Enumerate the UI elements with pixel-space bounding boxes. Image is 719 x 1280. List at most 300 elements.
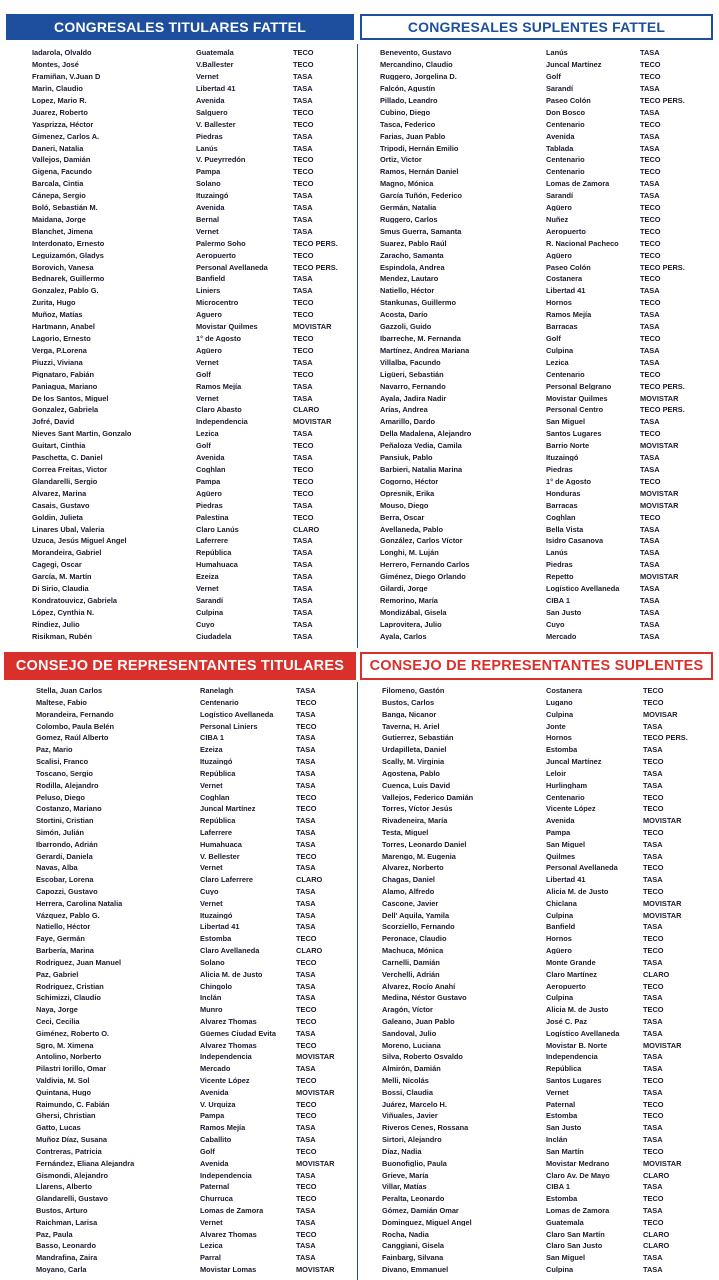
member-name: Falcón, Agustín	[380, 84, 436, 93]
location: Vicente López	[546, 805, 596, 813]
congresales-divider	[357, 44, 358, 648]
location: Agüero	[546, 947, 572, 955]
location: Cuyo	[546, 620, 565, 629]
list-item	[380, 59, 710, 71]
location: Culpina	[546, 1266, 574, 1274]
location: Avenida	[546, 817, 575, 825]
company: TASA	[643, 1254, 663, 1262]
location: Estomba	[546, 1112, 578, 1120]
list-item	[36, 1004, 352, 1016]
list-item	[36, 780, 352, 792]
company: TASA	[296, 734, 316, 742]
member-name: Ayala, Jadira Nadir	[380, 394, 447, 402]
member-name: Dell' Aquila, Yamila	[382, 911, 450, 920]
member-name: Goldin, Julieta	[32, 513, 83, 521]
location: República	[200, 817, 236, 825]
member-name: Herrero, Fernando Carlos	[380, 561, 470, 569]
list-item	[382, 850, 712, 862]
member-name: Antolino, Norberto	[36, 1053, 102, 1061]
company: TASA	[293, 501, 313, 510]
location: Agüero	[196, 489, 222, 498]
location: Claro Abasto	[196, 406, 242, 414]
member-name: Paz, Paula	[36, 1230, 73, 1238]
company: TECO	[643, 1077, 664, 1085]
location: Claro Martínez	[546, 970, 597, 979]
list-item	[380, 130, 710, 142]
list-item	[380, 261, 710, 273]
list-item	[380, 368, 710, 380]
location: Movistar Medrano	[546, 1159, 610, 1168]
list-item	[32, 166, 352, 178]
list-item	[32, 202, 352, 214]
location: Lomas de Zamora	[200, 1206, 264, 1215]
location: Piedras	[196, 501, 223, 510]
list-item	[32, 226, 352, 238]
location: Culpina	[546, 994, 574, 1002]
company: TASA	[293, 144, 313, 152]
location: Ciudadela	[196, 632, 232, 641]
company: TECO	[640, 335, 661, 343]
list-item	[36, 1016, 352, 1028]
member-name: Germán, Natalia	[380, 204, 437, 212]
location: CIBA 1	[546, 596, 570, 605]
location: Guatemala	[196, 49, 234, 57]
member-name: Mouso, Diego	[380, 501, 429, 510]
list-item	[36, 1075, 352, 1087]
company: TASA	[293, 632, 313, 641]
member-name: Gerardi, Daniela	[36, 852, 93, 860]
list-item	[382, 1252, 712, 1264]
member-name: Pilastri Iorillo, Omar	[36, 1065, 107, 1073]
company: TASA	[296, 1242, 316, 1250]
location: Microcentro	[196, 299, 239, 307]
company: TASA	[296, 828, 316, 837]
company: MOVISTAR	[640, 394, 679, 402]
company: MOVISAR	[643, 710, 678, 719]
company: TASA	[643, 1266, 663, 1274]
member-name: Martínez, Andrea Mariana	[380, 346, 470, 355]
company: CLARO	[293, 525, 320, 533]
location: Leloir	[546, 769, 567, 778]
list-item	[380, 178, 710, 190]
location: Humahuaca	[200, 840, 242, 849]
location: Tablada	[546, 144, 574, 152]
company: MOVISTAR	[296, 1053, 335, 1061]
company: TASA	[293, 561, 313, 569]
list-item	[36, 1098, 352, 1110]
company: TECO	[643, 935, 664, 943]
company: MOVISTAR	[643, 817, 682, 825]
member-name: Cubino, Diego	[380, 108, 431, 117]
company: TASA	[643, 923, 663, 931]
member-name: Alvarez, Rocío Anahí	[382, 982, 456, 990]
member-name: Almirón, Damián	[382, 1065, 441, 1073]
location: Don Bosco	[546, 108, 586, 117]
company: TASA	[640, 346, 660, 355]
list-item	[380, 238, 710, 250]
list-item	[380, 559, 710, 571]
company: TECO	[640, 73, 661, 81]
member-name: Filomeno, Gastón	[382, 687, 445, 695]
location: Coghlan	[546, 513, 576, 521]
member-name: Urdapilleta, Daniel	[382, 746, 447, 754]
member-name: Gazzoli, Guido	[380, 323, 432, 331]
location: Personal Centro	[546, 406, 604, 414]
member-name: Capozzi, Gustavo	[36, 888, 98, 896]
member-name: Dominguez, Miguel Angel	[382, 1218, 472, 1227]
location: Movistar B. Norte	[546, 1041, 608, 1049]
location: Lanús	[546, 49, 568, 57]
location: Movistar Quilmes	[546, 394, 608, 402]
location: Hurlingham	[546, 781, 588, 790]
list-item	[36, 839, 352, 851]
member-name: Kondratouvicz, Gabriela	[32, 596, 118, 605]
member-name: Rivadeneira, María	[382, 817, 448, 825]
location: Laferrere	[200, 828, 233, 837]
location: Quilmes	[546, 852, 576, 860]
location: Logístico Avellaneda	[546, 1029, 620, 1038]
list-item	[380, 214, 710, 226]
list-item	[382, 697, 712, 709]
list-item	[380, 95, 710, 107]
company: TASA	[293, 96, 313, 105]
list-item	[32, 547, 352, 559]
company: TECO	[293, 251, 314, 260]
company: TASA	[293, 73, 313, 81]
member-name: Lopez, Mario R.	[32, 96, 87, 105]
location: V. Ballester	[196, 120, 236, 129]
list-item	[382, 732, 712, 744]
company: TASA	[640, 608, 660, 617]
member-name: Valdivia, M. Sol	[36, 1077, 90, 1085]
member-name: Muñoz Díaz, Susana	[36, 1136, 108, 1144]
member-name: Barcala, Cintia	[32, 180, 84, 188]
member-name: Giménez, Diego Orlando	[380, 573, 466, 581]
company: TASA	[293, 596, 313, 605]
member-name: Navas, Alba	[36, 864, 78, 872]
location: San Miguel	[546, 840, 586, 849]
member-name: Alamo, Alfredo	[382, 888, 435, 896]
list-item	[36, 791, 352, 803]
member-name: Cuenca, Luis David	[382, 781, 451, 790]
company: TECO	[643, 699, 664, 707]
member-name: Rodilla, Alejandro	[36, 781, 99, 790]
location: Alvarez Thomas	[200, 1017, 257, 1026]
member-name: Alvarez, Marina	[32, 489, 87, 498]
company: TECO	[640, 299, 661, 307]
company: TECO	[296, 1195, 317, 1203]
company: TECO PERS.	[293, 239, 338, 248]
company: TASA	[640, 465, 660, 474]
list-item	[382, 780, 712, 792]
company: TECO	[643, 687, 664, 695]
location: José C. Paz	[546, 1017, 588, 1026]
list-item	[382, 1051, 712, 1063]
list-item	[380, 226, 710, 238]
location: Ezeiza	[200, 746, 223, 754]
company: TASA	[643, 1206, 663, 1215]
company: TECO	[643, 828, 664, 837]
company: MOVISTAR	[640, 573, 679, 581]
company: TECO	[296, 805, 317, 813]
company: TASA	[640, 525, 660, 533]
company: CLARO	[643, 1171, 670, 1179]
member-name: Interdonato, Ernesto	[32, 239, 105, 248]
list-item	[380, 499, 710, 511]
company: TASA	[293, 537, 313, 545]
location: Lezica	[196, 430, 219, 438]
location: Juncal Martínez	[200, 805, 256, 813]
company: TASA	[296, 758, 316, 766]
location: Culpina	[546, 346, 574, 355]
list-item	[36, 744, 352, 756]
company: TASA	[643, 1124, 663, 1132]
list-item	[380, 333, 710, 345]
company: TECO PERS.	[640, 382, 685, 391]
list-item	[380, 309, 710, 321]
list-item	[382, 1181, 712, 1193]
company: TASA	[296, 746, 316, 754]
company: TECO	[640, 430, 661, 438]
consejo-suplentes-title: CONSEJO DE REPRESENTANTES SUPLENTES	[360, 652, 713, 680]
list-item	[32, 95, 352, 107]
member-name: Chagas, Daniel	[382, 876, 435, 884]
list-item	[380, 488, 710, 500]
list-item	[380, 380, 710, 392]
company: TASA	[293, 454, 313, 462]
company: TASA	[643, 1017, 663, 1026]
consejo-titulares-list	[36, 685, 352, 1280]
company: TECO	[293, 513, 314, 521]
company: CLARO	[293, 406, 320, 414]
list-item	[380, 416, 710, 428]
member-name: Gomez, Raúl Alberto	[36, 734, 109, 742]
location: Lanús	[546, 549, 568, 557]
member-name: Raimundo, C. Fabián	[36, 1100, 110, 1109]
member-name: Juarez, Roberto	[32, 108, 88, 117]
member-name: Melli, Nicolás	[382, 1077, 429, 1085]
company: MOVISTAR	[640, 442, 679, 450]
company: TECO	[643, 793, 664, 801]
list-item	[382, 862, 712, 874]
member-name: Sgro, M. Ximena	[36, 1041, 94, 1049]
list-item	[32, 190, 352, 202]
company: TECO	[640, 61, 661, 69]
list-item	[36, 1028, 352, 1040]
list-item	[36, 921, 352, 933]
company: TECO	[640, 477, 661, 486]
list-item	[32, 142, 352, 154]
member-name: Opresnik, Erika	[380, 489, 435, 498]
member-name: Morandeira, Fernando	[36, 710, 114, 719]
list-item	[36, 1051, 352, 1063]
list-item	[36, 768, 352, 780]
member-name: Zaracho, Samanta	[380, 251, 444, 260]
company: TECO	[293, 346, 314, 355]
member-name: Iadarola, Olvaldo	[32, 49, 92, 57]
list-item	[380, 107, 710, 119]
company: TASA	[640, 311, 660, 319]
member-name: Stankunas, Guillermo	[380, 299, 456, 307]
member-name: Borovich, Vanesa	[32, 263, 94, 271]
member-name: Cánepa, Sergio	[32, 192, 86, 200]
location: República	[546, 1065, 582, 1073]
company: TECO PERS.	[293, 263, 338, 271]
member-name: Ligüeri, Sebastián	[380, 370, 444, 379]
member-name: Ramos, Hernán Daniel	[380, 168, 459, 176]
list-item	[32, 47, 352, 59]
location: Laferrere	[196, 537, 229, 545]
member-name: Riveros Cenes, Rossana	[382, 1124, 469, 1132]
location: Claro Laferrere	[200, 876, 253, 884]
company: MOVISTAR	[296, 1266, 335, 1274]
company: MOVISTAR	[293, 418, 332, 426]
member-name: Glandarelli, Sergio	[32, 477, 98, 486]
company: TASA	[643, 769, 663, 778]
company: TECO	[293, 370, 314, 379]
member-name: Simón, Julián	[36, 828, 85, 837]
list-item	[32, 333, 352, 345]
list-item	[382, 756, 712, 768]
location: Paseo Colón	[546, 263, 591, 271]
location: Libertad 41	[200, 923, 240, 931]
list-item	[382, 744, 712, 756]
location: Banfield	[196, 275, 226, 283]
list-item	[380, 571, 710, 583]
list-item	[380, 345, 710, 357]
list-item	[380, 83, 710, 95]
member-name: Gilardi, Jorge	[380, 585, 428, 593]
location: Vernet	[196, 73, 219, 81]
company: TECO	[293, 49, 314, 57]
location: Estomba	[546, 746, 578, 754]
list-item	[380, 595, 710, 607]
company: TASA	[293, 227, 313, 236]
location: Aeropuerto	[546, 982, 586, 990]
location: Lezica	[200, 1242, 223, 1250]
list-item	[382, 969, 712, 981]
list-item	[382, 886, 712, 898]
company: TECO	[296, 852, 317, 860]
location: Golf	[196, 370, 211, 379]
location: Inclán	[546, 1136, 568, 1144]
list-item	[382, 1205, 712, 1217]
location: Juncal Martínez	[546, 61, 602, 69]
member-name: Divano, Emmanuel	[382, 1266, 449, 1274]
member-name: Stortini, Cristian	[36, 817, 94, 825]
member-name: Cascone, Javier	[382, 899, 439, 908]
company: TASA	[640, 132, 660, 140]
company: TASA	[296, 1254, 316, 1262]
location: Bella Vista	[546, 525, 584, 533]
location: Lugano	[546, 699, 573, 707]
list-item	[32, 118, 352, 130]
list-item	[32, 464, 352, 476]
location: Libertad 41	[546, 287, 586, 295]
list-item	[32, 571, 352, 583]
location: Claro Lanús	[196, 525, 239, 533]
company: TECO	[643, 947, 664, 955]
member-name: Nieves Sant Martin, Gonzalo	[32, 430, 132, 438]
list-item	[36, 850, 352, 862]
member-name: Llarens, Alberto	[36, 1183, 92, 1191]
member-name: De los Santos, Miguel	[32, 394, 109, 402]
list-item	[36, 874, 352, 886]
congresales-titulares-title: CONGRESALES TITULARES FATTEL	[6, 14, 354, 40]
list-item	[36, 1205, 352, 1217]
congresales-suplentes-title: CONGRESALES SUPLENTES FATTEL	[360, 14, 713, 40]
member-name: Escobar, Lorena	[36, 876, 94, 884]
company: TECO	[293, 108, 314, 117]
company: TECO	[293, 477, 314, 486]
list-item	[380, 583, 710, 595]
list-item	[32, 309, 352, 321]
member-name: Villar, Matías	[382, 1183, 427, 1191]
location: Aguero	[196, 311, 222, 319]
list-item	[32, 416, 352, 428]
location: Alvarez Thomas	[200, 1230, 257, 1238]
member-name: Mondizábal, Gisela	[380, 608, 447, 617]
company: TECO	[643, 982, 664, 990]
company: TECO	[296, 958, 317, 967]
member-name: Sandoval, Julio	[382, 1029, 437, 1038]
list-item	[32, 523, 352, 535]
list-item	[36, 1181, 352, 1193]
member-name: Bustos, Carlos	[382, 699, 435, 707]
list-item	[36, 1134, 352, 1146]
member-name: Gonzalez, Pablo G.	[32, 287, 99, 295]
list-item	[380, 440, 710, 452]
location: Libertad 41	[546, 876, 586, 884]
company: TASA	[296, 1218, 316, 1227]
list-item	[32, 130, 352, 142]
company: TASA	[296, 1136, 316, 1144]
company: CLARO	[643, 1242, 670, 1250]
company: TASA	[643, 781, 663, 790]
list-item	[382, 1169, 712, 1181]
location: 1° de Agosto	[196, 335, 241, 343]
member-name: Sirtori, Alejandro	[382, 1136, 442, 1144]
company: TASA	[293, 132, 313, 140]
location: Ituzaingó	[200, 911, 233, 920]
location: Avenida	[196, 204, 225, 212]
location: Piedras	[546, 465, 573, 474]
member-name: Alvarez, Norberto	[382, 864, 444, 872]
member-name: Jofré, David	[32, 418, 75, 426]
location: Ramos Mejía	[546, 311, 592, 319]
member-name: Glandarelli, Gustavo	[36, 1195, 108, 1203]
list-item	[32, 59, 352, 71]
list-item	[382, 815, 712, 827]
member-name: Remorino, María	[380, 596, 438, 605]
company: TECO	[296, 1147, 317, 1156]
location: Vernet	[200, 864, 223, 872]
member-name: Ceci, Cecilia	[36, 1017, 80, 1026]
company: TASA	[296, 687, 316, 695]
member-name: Torres, Víctor Jesús	[382, 805, 453, 813]
member-name: Torres, Leonardo Daniel	[382, 840, 467, 849]
member-name: Avellaneda, Pablo	[380, 525, 443, 533]
location: Costanera	[546, 687, 583, 695]
company: TECO	[643, 1147, 664, 1156]
list-item	[36, 1252, 352, 1264]
location: Costanera	[546, 275, 583, 283]
company: TASA	[643, 840, 663, 849]
member-name: Bednarek, Guillermo	[32, 275, 105, 283]
list-item	[36, 1193, 352, 1205]
location: Aeropuerto	[196, 251, 236, 260]
list-item	[32, 345, 352, 357]
